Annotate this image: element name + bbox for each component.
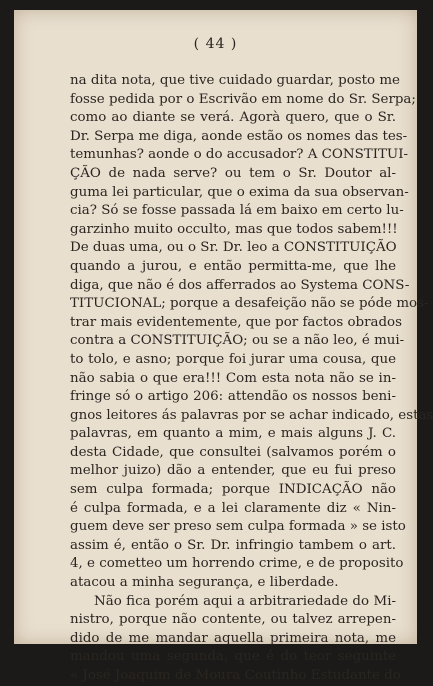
text-line: ÇÃO de nada serve? ou tem o Sr. Doutor al- xyxy=(70,165,396,181)
text-line: é culpa formada, e a lei claramente diz « Nin- xyxy=(70,500,396,516)
text-line: melhor juizo) dão a entender, que eu fui preso xyxy=(70,463,396,479)
text-line: nistro, porque não contente, ou talvez arrepen- xyxy=(70,612,396,628)
text-line: garzinho muito occulto, mas que todos sabem!!! xyxy=(70,221,398,237)
paragraph-1 xyxy=(70,72,433,593)
text-line: mandou uma segunda, que é do teor seguinte xyxy=(70,649,396,665)
text-line: atacou a minha segurança, e liberdade. xyxy=(70,575,339,591)
text-line: contra a CONSTITUIÇÃO; ou se a não leo, é mui- xyxy=(70,333,405,349)
text-line: desta Cidade, que consultei (salvamos porém o xyxy=(70,444,396,460)
page-number: ( 44 ) xyxy=(193,36,238,52)
text-line: não sabia o que era!!! Com esta nota não se in- xyxy=(70,370,396,386)
text-line: guem deve ser preso sem culpa formada » se isto xyxy=(70,519,406,535)
text-line: como ao diante se verá. Agorà quero, que o Sr. xyxy=(70,110,396,126)
text-line: fosse pedida por o Escrivão em nome do Sr. Serpa; xyxy=(70,91,416,107)
text-line: « José Joaquim de Moura Coutinho Estudante do xyxy=(70,668,401,683)
text-line: guma lei particular, que o exima da sua observan- xyxy=(70,184,409,200)
text-line: na dita nota, que tive cuidado guardar, posto me xyxy=(70,73,400,88)
text-line: dido de me mandar aquella primeira nota, me xyxy=(70,630,396,646)
text-line: Não fica porém aqui a arbitrariedade do Mi- xyxy=(94,593,396,609)
document-page xyxy=(14,10,433,683)
text-line: De duas uma, ou o Sr. Dr. leo a CONSTITUIÇÃO xyxy=(70,240,397,256)
text-line: cia? Só se fosse passada lá em baixo em certo lu- xyxy=(70,203,404,219)
text-line: to tolo, e asno; porque foi jurar uma cousa, que xyxy=(70,351,396,367)
text-line: 4, e cometteo um horrendo crime, e de proposito xyxy=(70,556,404,572)
text-line: temunhas? aonde o do accusador? A CONSTITUI- xyxy=(70,147,409,163)
text-line: quando a jurou, e então permitta-me, que lhe xyxy=(70,258,396,274)
text-line: diga, que não é dos afferrados ao Systema CONS- xyxy=(70,277,410,293)
body-text xyxy=(70,72,433,686)
text-line: palavras, em quanto a mim, e mais alguns J. C. xyxy=(70,426,396,442)
text-line: trar mais evidentemente, que por factos obrados xyxy=(70,314,402,330)
paragraph-2 xyxy=(70,593,401,686)
text-line: fringe só o artigo 206: attendão os nossos beni- xyxy=(70,389,396,405)
text-line: sem culpa formada; porque INDICAÇÃO não xyxy=(70,482,396,498)
text-line: TITUCIONAL; porque a desafeição não se póde mos- xyxy=(70,296,429,312)
text-line: gnos leitores ás palavras por se achar indicado, estas xyxy=(70,407,433,423)
text-line: assim é, então o Sr. Dr. infringio tambem o art. xyxy=(70,537,396,553)
text-line: Dr. Serpa me diga, aonde estão os nomes das tes- xyxy=(70,128,408,144)
